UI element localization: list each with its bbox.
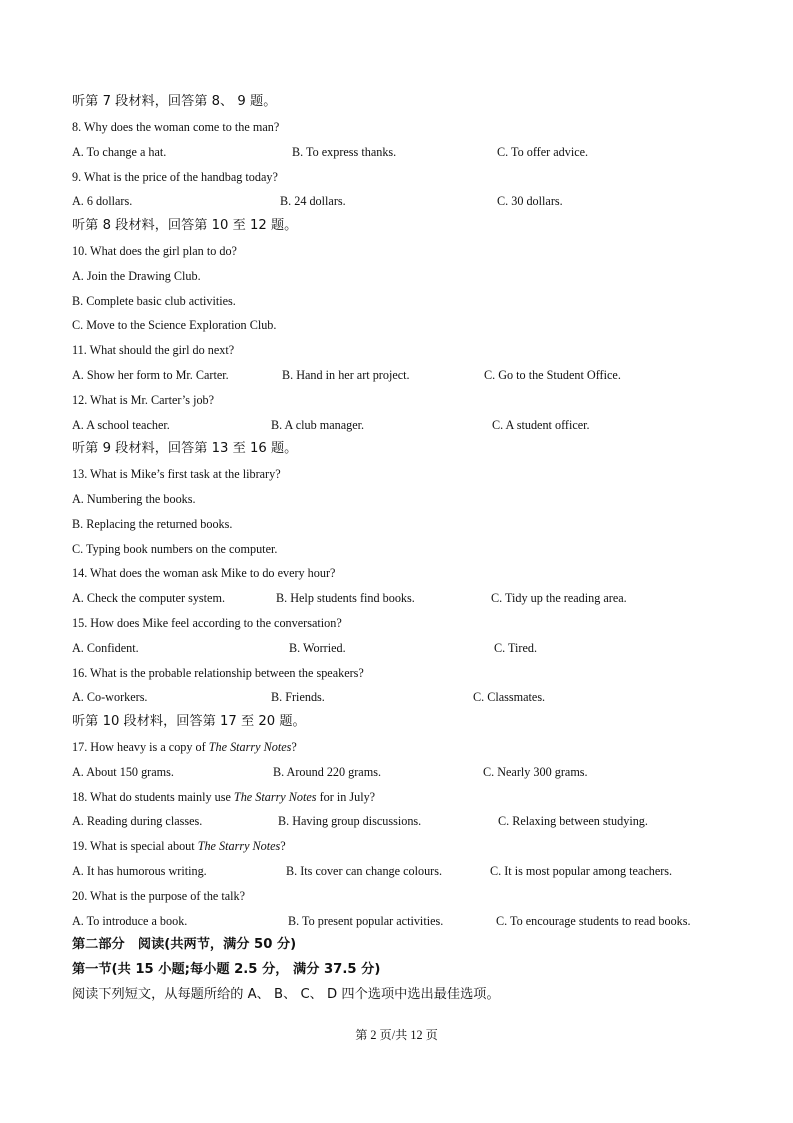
option-15c: C. Tired. [494, 641, 538, 655]
option-16a: A. Co-workers. [72, 690, 148, 704]
option-10b: B. Complete basic club activities. [72, 294, 236, 308]
question-12: 12. What is Mr. Carter’s job? [72, 393, 215, 407]
question-15: 15. How does Mike feel according to the conversation? [72, 616, 342, 630]
option-20b: B. To present popular activities. [288, 914, 444, 928]
section-header-8: 听第 8 段材料，回答第 10 至 12 题。 [72, 218, 298, 233]
question-18: 18. What do students mainly use The Starry Notes for in July? [72, 790, 376, 804]
section-header-7: 听第 7 段材料，回答第 8、 9 题。 [72, 94, 277, 109]
option-19b: B. Its cover can change colours. [286, 864, 443, 878]
option-18a: A. Reading during classes. [72, 814, 203, 828]
option-14a: A. Check the computer system. [72, 591, 225, 605]
question-16: 16. What is the probable relationship between the speakers? [72, 666, 364, 680]
option-9b: B. 24 dollars. [280, 194, 346, 208]
option-14c: C. Tidy up the reading area. [491, 591, 627, 605]
option-16c: C. Classmates. [473, 690, 546, 704]
option-20c: C. To encourage students to read books. [496, 914, 691, 928]
question-13: 13. What is Mike’s first task at the library? [72, 467, 281, 481]
question-20: 20. What is the purpose of the talk? [72, 889, 246, 903]
question-17: 17. How heavy is a copy of The Starry Notes? [72, 740, 297, 754]
option-13c: C. Typing book numbers on the computer. [72, 542, 278, 556]
book-title: The Starry Notes [233, 790, 317, 804]
option-12c: C. A student officer. [492, 418, 590, 432]
part2-subtitle: 第一节(共 15 小题;每小题 2.5 分， 满分 37.5 分) [72, 962, 381, 977]
question-19: 19. What is special about The Starry Notes? [72, 839, 286, 853]
option-9a: A. 6 dollars. [72, 194, 133, 208]
option-12a: A. A school teacher. [72, 418, 170, 432]
option-17c: C. Nearly 300 grams. [483, 765, 588, 779]
option-11b: B. Hand in her art project. [282, 368, 410, 382]
part2-instructions: 阅读下列短文，从每题所给的 A、 B、 C、 D 四个选项中选出最佳选项。 [72, 987, 500, 1002]
option-8b: B. To express thanks. [292, 145, 397, 159]
option-19c: C. It is most popular among teachers. [490, 864, 673, 878]
option-10c: C. Move to the Science Exploration Club. [72, 318, 277, 332]
option-10a: A. Join the Drawing Club. [72, 269, 201, 283]
option-9c: C. 30 dollars. [497, 194, 563, 208]
option-13b: B. Replacing the returned books. [72, 517, 233, 531]
option-14b: B. Help students find books. [276, 591, 415, 605]
question-8: 8. Why does the woman come to the man? [72, 120, 280, 134]
option-11a: A. Show her form to Mr. Carter. [72, 368, 229, 382]
option-19a: A. It has humorous writing. [72, 864, 207, 878]
option-17a: A. About 150 grams. [72, 765, 174, 779]
question-9: 9. What is the price of the handbag today? [72, 170, 278, 184]
option-13a: A. Numbering the books. [72, 492, 196, 506]
option-8a: A. To change a hat. [72, 145, 167, 159]
option-8c: C. To offer advice. [497, 145, 589, 159]
section-header-10: 听第 10 段材料，回答第 17 至 20 题。 [72, 714, 306, 729]
book-title: The Starry Notes [197, 839, 281, 853]
section-header-9: 听第 9 段材料，回答第 13 至 16 题。 [72, 441, 298, 456]
question-10: 10. What does the girl plan to do? [72, 244, 237, 258]
page-footer: 第 2 页/共 12 页 [355, 1028, 438, 1042]
option-20a: A. To introduce a book. [72, 914, 188, 928]
option-12b: B. A club manager. [271, 418, 365, 432]
option-18c: C. Relaxing between studying. [498, 814, 648, 828]
option-15a: A. Confident. [72, 641, 139, 655]
option-11c: C. Go to the Student Office. [484, 368, 621, 382]
part2-title: 第二部分 阅读(共两节，满分 50 分) [72, 937, 297, 952]
option-15b: B. Worried. [289, 641, 346, 655]
option-18b: B. Having group discussions. [278, 814, 422, 828]
book-title: The Starry Notes [208, 740, 292, 754]
option-17b: B. Around 220 grams. [273, 765, 381, 779]
question-11: 11. What should the girl do next? [72, 343, 235, 357]
question-14: 14. What does the woman ask Mike to do every hour? [72, 566, 336, 580]
option-16b: B. Friends. [271, 690, 325, 704]
